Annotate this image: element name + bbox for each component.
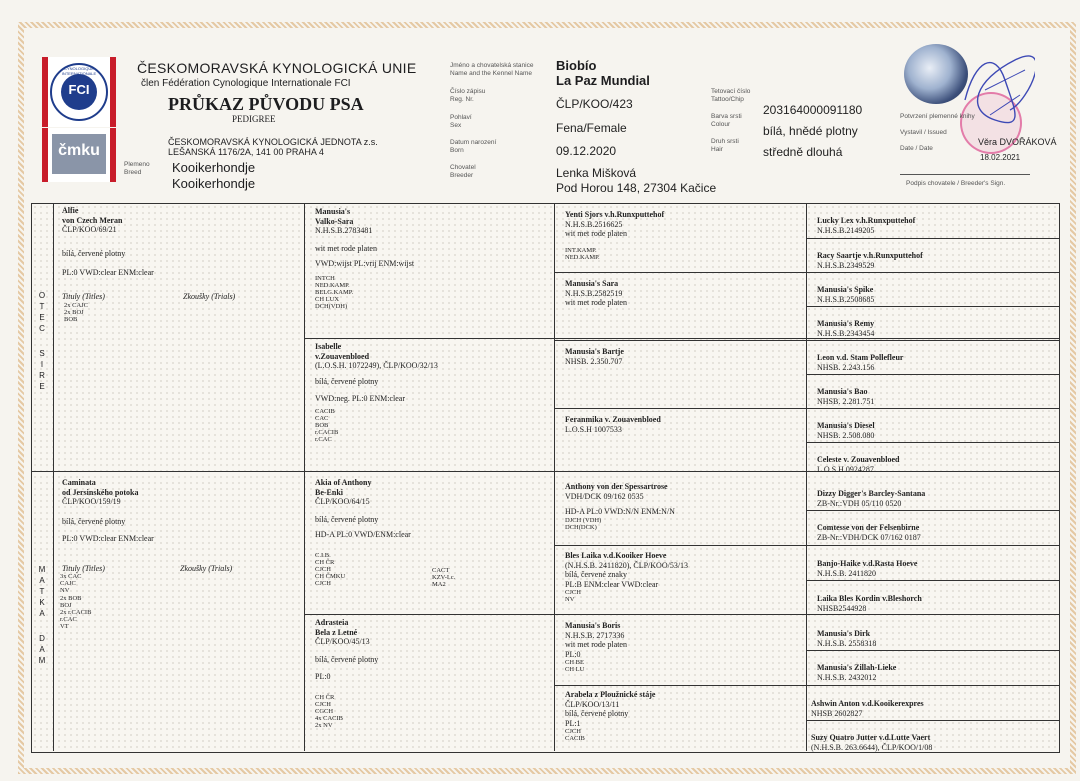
gen4-cell-8: Celeste v. Zouavenbloed L.O.S.H 0924287	[817, 455, 900, 474]
breeder-label-cz: Chovatel	[450, 164, 476, 171]
gen2-cell-1: Manusia's Valko-Sara N.H.S.B.2783481 wit met rode platen VWD:wijst PL:vrij ENM:wijst INTCH NED.KAMP. BELG.KAMP. CH LUX DCH(VDH)	[315, 207, 415, 311]
gen2-cell-3: Akia of Anthony Be-Enki ČLP/KOO/64/15 bílá, červené plotny HD-A PL:0 VWD/ENM:clear C.I.B. CH ČR CJCH CH ČMKU CJCH	[315, 478, 411, 588]
dob-label-cz: Datum narození	[450, 139, 497, 146]
breeder-label-en: Breeder	[450, 172, 474, 179]
sign-line	[900, 174, 1030, 175]
hair-label-en: Hair	[711, 146, 723, 153]
sire-cell	[62, 206, 298, 278]
fci-logo-ring: CYNOLOGIQUE INTERNATIONALE	[61, 66, 97, 76]
gen4-cell-1: Lucky Lex v.h.Runxputtehof N.H.S.B.2149205	[817, 216, 916, 235]
issued-label-cz: Potvrzení plemenné knihy	[900, 113, 975, 120]
dog-sex: Fena/Female	[556, 121, 627, 135]
breeder-name: Lenka Mišková	[556, 166, 637, 180]
sire-reg: ČLP/KOO/69/21	[62, 225, 117, 234]
reg-label-en: Reg. Nr.	[450, 96, 474, 103]
gen2-cell-4: Adrasteia Bela z Letné ČLP/KOO/45/13 bílá, červené plotny PL:0 CH ČR CJCH CGCH 4x CACIB 2x NV	[315, 618, 379, 730]
sire-health: PL:0 VWD:clear ENM:clear	[62, 268, 154, 277]
breed-label-en: Breed	[124, 169, 142, 176]
gen3-cell-5: Anthony von der Spessartrose VDH/DCK 09/162 0535 HD-A PL:0 VWD:N/N ENM:N/N DJCH (VDH) DCH(DCK)	[565, 482, 675, 531]
gen4-cell-12: Laika Bles Kordin v.Bleshorch NHSB2544928	[817, 594, 922, 613]
colour-label-cz: Barva srsti	[711, 113, 742, 120]
gen2-cell-2: Isabelle v.Zouavenbloed (L.O.S.H. 1072249), ČLP/KOO/32/13 bílá, červené plotny VWD:neg. PL:0 ENM:clear CACIB CAC BOB r.CACIB r.CAC	[315, 342, 438, 444]
gen4-cell-6: Manusia's Bao NHSB. 2.281.751	[817, 387, 875, 406]
signature	[955, 40, 1035, 140]
sire-titles: 2x CAJC 2x BOJ BOB	[64, 302, 89, 324]
reg-label-cz: Číslo zápisu	[450, 88, 486, 95]
issued-label-en: Vystavil / Issued	[900, 129, 947, 136]
dam-titles-label: Tituly (Titles)	[62, 564, 105, 573]
gen4-cell-11: Banjo-Haike v.d.Rasta Hoeve N.H.S.B. 2411820	[817, 559, 918, 578]
doc-title: PRŮKAZ PŮVODU PSA	[168, 94, 364, 114]
dam-colour: bílá, červené plotny	[62, 516, 126, 526]
date-label: Date / Date	[900, 145, 933, 152]
dam-health: PL:0 VWD:clear ENM:clear	[62, 534, 154, 543]
gen4-cell-14: Manusia's Zillah-Lieke N.H.S.B. 2432012	[817, 663, 897, 682]
club-name: ČESKOMORAVSKÁ KYNOLOGICKÁ JEDNOTA z.s.	[168, 137, 378, 147]
org-name: ČESKOMORAVSKÁ KYNOLOGICKÁ UNIE	[137, 60, 417, 76]
gen3-cell-1: Yenti Sjors v.h.Runxputtehof N.H.S.B.2516625 wit met rode platen INT.KAMP. NED.KAMP.	[565, 210, 665, 261]
fci-logo-text: FCI	[68, 82, 90, 97]
dam-name2: od Jersinského potoka	[62, 487, 139, 497]
gen4-cell-16: Suzy Quatro Jutter v.d.Lutte Vaert (N.H.S.B. 263.6644), ČLP/KOO/1/08	[811, 733, 933, 752]
club-address: LEŠANSKÁ 1176/2A, 141 00 PRAHA 4	[168, 147, 324, 157]
doc-subtitle: PEDIGREE	[232, 114, 276, 124]
dog-dob: 09.12.2020	[556, 144, 617, 158]
chip-label-en: Tattoo/Chip	[711, 96, 744, 103]
cmku-logo-text: čmku	[58, 142, 100, 159]
issued-by: Věra DVOŘÁKOVÁ	[978, 137, 1057, 147]
sex-label-cz: Pohlaví	[450, 114, 472, 121]
name-label-en: Name and the Kennel Name	[450, 70, 533, 77]
gen4-cell-13: Manusia's Dirk N.H.S.B. 2558318	[817, 629, 877, 648]
dam-reg: ČLP/KOO/159/19	[62, 497, 121, 506]
breeder-address: Pod Horou 148, 27304 Kačice	[556, 181, 717, 195]
dam-titles: 3x CAC CAJC NV 2x BOB BOJ 2x r.CACIB r.CAC VT	[60, 573, 92, 631]
sire-name2: von Czech Meran	[62, 215, 123, 225]
sire-titles-label: Tituly (Titles)	[62, 292, 105, 301]
breed-en: Kooikerhondje	[172, 176, 256, 191]
dog-colour: bílá, hnědé plotny	[763, 124, 858, 138]
gen4-cell-10: Comtesse von der Felsenbirne ZB-Nr.:VDH/DCK 07/162 0187	[817, 523, 921, 542]
dam-trials-label: Zkoušky (Trials)	[180, 564, 233, 573]
sire-name1: Alfie	[62, 206, 79, 215]
sex-label-en: Sex	[450, 122, 462, 129]
sire-colour: bílá, červené plotny	[62, 248, 126, 258]
chip-label-cz: Tetovací číslo	[711, 88, 751, 95]
dog-name: Biobío	[556, 58, 597, 73]
gen4-cell-9: Dizzy Digger's Barcley-Santana ZB-Nr.:VDH 05/110 0520	[817, 489, 926, 508]
name-label-cz: Jméno a chovatelská stanice	[450, 62, 534, 69]
gen3-cell-3: Manusia's Bartje NHSB. 2.350.707	[565, 347, 624, 366]
breed-cz: Kooikerhondje	[172, 160, 256, 175]
gen4-cell-3: Manusia's Spike N.H.S.B.2508685	[817, 285, 875, 304]
colour-label-en: Colour	[711, 121, 731, 128]
gen3-cell-2: Manusia's Sara N.H.S.B.2582519 wit met rode platen	[565, 279, 627, 307]
issue-date: 18.02.2021	[980, 153, 1021, 162]
sire-trials-label: Zkoušky (Trials)	[183, 292, 236, 301]
dam-cell	[62, 478, 298, 544]
dog-chip: 203164000091180	[763, 103, 863, 117]
gen4-cell-4: Manusia's Remy N.H.S.B.2343454	[817, 319, 875, 338]
sire-side-label: O T E C S I R E	[38, 291, 46, 391]
gen4-cell-15: Ashwin Anton v.d.Kooikerexpres NHSB 2602827	[811, 699, 924, 718]
gen2-cell-3-titles-b: CACT KZV-I.c. MA2	[432, 567, 456, 589]
dog-reg-no: ČLP/KOO/423	[556, 97, 633, 111]
dam-side-label: M A T K A D A M	[38, 565, 46, 665]
dog-kennel: La Paz Mundial	[556, 73, 650, 88]
org-member: člen Fédération Cynologique Internationale FCI	[141, 78, 351, 89]
gen4-cell-7: Manusia's Diesel NHSB. 2.508.080	[817, 421, 875, 440]
dog-hair: středně dlouhá	[763, 145, 843, 159]
hair-label-cz: Druh srsti	[711, 138, 739, 145]
dam-name1: Caminata	[62, 478, 96, 487]
sign-label: Podpis chovatele / Breeder's Sign.	[906, 180, 1006, 187]
gen4-cell-2: Racy Saartje v.h.Runxputtehof N.H.S.B.2349529	[817, 251, 923, 270]
breed-label-cz: Plemeno	[124, 161, 150, 168]
gen3-cell-8: Arabela z Ploužnické stáje ČLP/KOO/13/11 bílá, červené plotny PL:1 CJCH CACIB	[565, 690, 656, 743]
gen3-cell-6: Bles Laika v.d.Kooiker Hoeve (N.H.S.B. 2411820), ČLP/KOO/53/13 bílá, červené znaky PL:B ENM:clear VWD:clear CJCH NV	[565, 551, 689, 604]
gen3-cell-4: Feranmika v. Zouavenbloed L.O.S.H 1007533	[565, 415, 661, 434]
gen4-cell-5: Leon v.d. Stam Pollefleur NHSB. 2.243.156	[817, 353, 904, 372]
gen3-cell-7: Manusia's Boris N.H.S.B. 2717336 wit met rode platen PL:0 CH BE CH LU	[565, 621, 627, 674]
dob-label-en: Born	[450, 147, 464, 154]
